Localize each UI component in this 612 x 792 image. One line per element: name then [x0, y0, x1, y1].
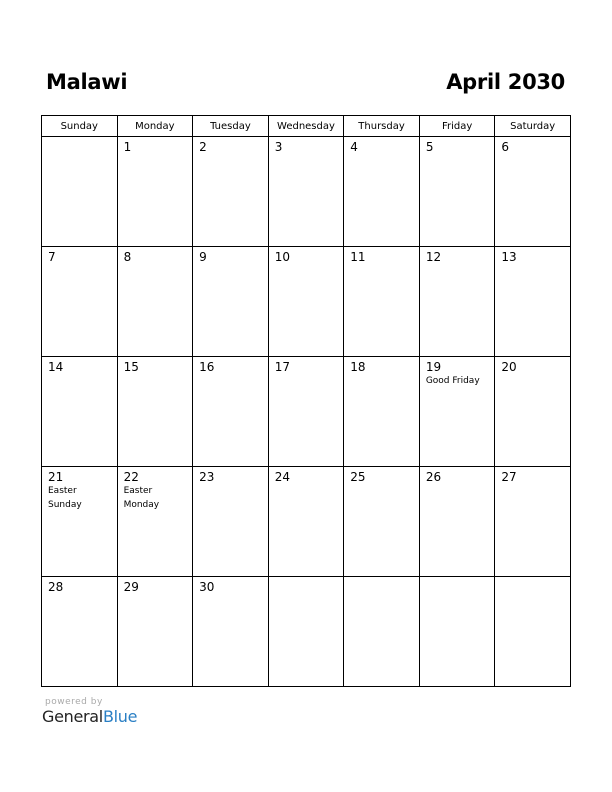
day-number: 21 [48, 470, 64, 484]
day-cell-content [420, 247, 495, 264]
brand-blue: Blue [102, 707, 138, 726]
day-number: 26 [425, 470, 442, 484]
day-cell-content [118, 247, 193, 264]
day-cell [268, 357, 344, 467]
day-cell-content [42, 467, 117, 512]
day-cell-content [269, 467, 344, 484]
day-cell [344, 577, 420, 687]
day-cell [193, 467, 269, 577]
day-cell [268, 137, 344, 247]
day-cell [42, 467, 118, 577]
holiday-label: Easter Monday [123, 486, 160, 510]
day-cell-content [118, 577, 193, 594]
day-cell-content [420, 577, 495, 580]
week-row [42, 247, 571, 357]
day-number: 10 [274, 250, 290, 264]
day-cell [193, 357, 269, 467]
footer-branding [42, 697, 137, 726]
day-number: 14 [48, 360, 64, 374]
day-cell [344, 357, 420, 467]
day-number: 24 [274, 470, 290, 484]
month-year-title: April 2030 [446, 70, 565, 94]
weekday-sunday: Sunday [42, 116, 118, 137]
day-number: 11 [350, 250, 366, 264]
day-number: 16 [199, 360, 215, 374]
day-cell [495, 467, 571, 577]
day-number: 13 [501, 250, 517, 264]
day-number: 1 [123, 140, 132, 154]
day-cell [268, 577, 344, 687]
holiday-label: Good Friday [425, 376, 480, 386]
day-cell [42, 357, 118, 467]
day-cell-content [42, 137, 117, 140]
day-cell [42, 137, 118, 247]
day-cell [419, 137, 495, 247]
day-cell-content [42, 357, 117, 374]
day-cell-content [118, 467, 193, 512]
weekday-friday: Friday [419, 116, 495, 137]
day-cell-content [42, 577, 117, 594]
day-cell-content [42, 247, 117, 264]
day-cell-content [420, 467, 495, 484]
day-number: 15 [123, 360, 139, 374]
day-cell [268, 467, 344, 577]
weekday-thursday: Thursday [344, 116, 420, 137]
day-cell [495, 357, 571, 467]
powered-by-text: powered by [45, 697, 103, 707]
week-row [42, 137, 571, 247]
day-cell-content [118, 357, 193, 374]
day-cell-content [193, 247, 268, 264]
day-number: 3 [274, 140, 283, 154]
day-cell-content [420, 357, 495, 388]
day-cell [419, 577, 495, 687]
day-number: 20 [501, 360, 517, 374]
weekday-header-row [42, 116, 571, 137]
day-cell [42, 577, 118, 687]
day-cell [419, 247, 495, 357]
day-number: 2 [199, 140, 207, 154]
day-cell [42, 247, 118, 357]
weekday-tuesday: Tuesday [193, 116, 269, 137]
day-number: 8 [123, 250, 132, 264]
day-number: 6 [501, 140, 510, 154]
day-cell [344, 137, 420, 247]
holiday-label: Easter Sunday [48, 486, 82, 510]
day-cell [193, 247, 269, 357]
day-cell [495, 137, 571, 247]
day-cell-content [344, 357, 419, 374]
day-cell [117, 467, 193, 577]
day-number: 5 [425, 140, 434, 154]
day-cell [117, 137, 193, 247]
day-number: 25 [350, 470, 366, 484]
day-cell [117, 357, 193, 467]
calendar-grid [41, 115, 571, 687]
week-row [42, 467, 571, 577]
day-number: 17 [274, 360, 290, 374]
day-number: 27 [501, 470, 517, 484]
day-cell [419, 467, 495, 577]
day-cell-content [495, 357, 570, 374]
country-title: Malawi [46, 70, 128, 94]
day-number: 7 [48, 250, 56, 264]
week-row [42, 357, 571, 467]
day-cell-content [269, 247, 344, 264]
day-cell [193, 577, 269, 687]
day-cell [117, 247, 193, 357]
day-number: 18 [350, 360, 366, 374]
weekday-wednesday: Wednesday [268, 116, 344, 137]
day-number: 19 [425, 360, 442, 374]
day-cell-content [269, 137, 344, 154]
day-number: 9 [199, 250, 207, 264]
day-number: 22 [123, 470, 139, 484]
day-cell-content [495, 467, 570, 484]
day-cell-content [344, 577, 419, 580]
generalblue-logo [42, 707, 137, 726]
day-cell [193, 137, 269, 247]
weekday-saturday: Saturday [495, 116, 571, 137]
day-cell-content [344, 467, 419, 484]
weekday-monday: Monday [117, 116, 193, 137]
day-cell-content [495, 137, 570, 154]
day-number: 28 [48, 580, 64, 594]
day-cell [268, 247, 344, 357]
day-cell-content [495, 577, 570, 580]
day-cell [495, 577, 571, 687]
day-cell-content [193, 137, 268, 154]
day-cell [344, 247, 420, 357]
day-cell-content [420, 137, 495, 154]
day-cell-content [193, 467, 268, 484]
day-number: 30 [199, 580, 215, 594]
day-cell-content [495, 247, 570, 264]
week-row [42, 577, 571, 687]
day-number: 12 [425, 250, 442, 264]
day-number: 4 [350, 140, 358, 154]
day-cell [495, 247, 571, 357]
day-cell-content [193, 577, 268, 594]
brand-general: General [42, 707, 103, 726]
day-cell-content [344, 247, 419, 264]
day-cell-content [269, 577, 344, 580]
day-cell-content [269, 357, 344, 374]
day-number: 23 [199, 470, 215, 484]
day-cell-content [344, 137, 419, 154]
day-cell-content [193, 357, 268, 374]
day-cell [117, 577, 193, 687]
day-cell [419, 357, 495, 467]
day-cell [344, 467, 420, 577]
day-cell-content [118, 137, 193, 154]
day-number: 29 [123, 580, 139, 594]
